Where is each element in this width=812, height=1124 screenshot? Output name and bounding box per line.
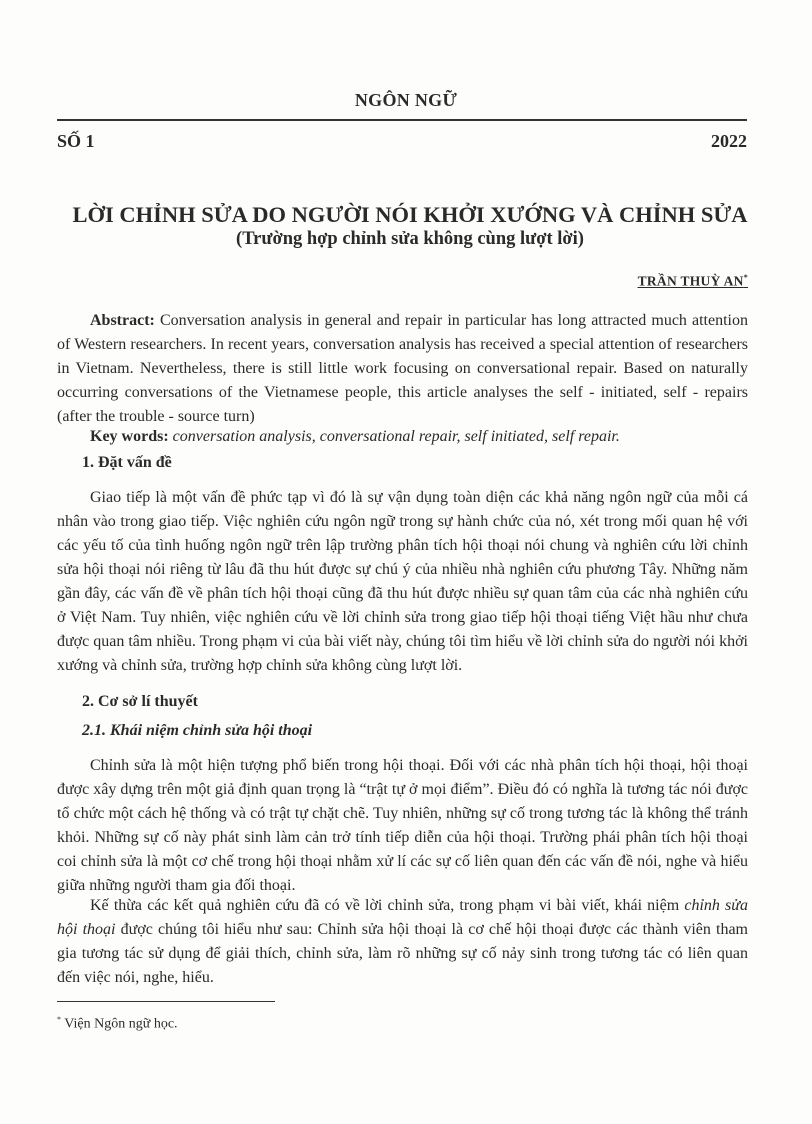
section-2-1-heading: 2.1. Khái niệm chỉnh sửa hội thoại: [82, 722, 313, 739]
keywords-label: Key words:: [90, 428, 169, 445]
author: [638, 273, 748, 290]
paragraph-text: Kế thừa các kết quả nghiên cứu đã có về lời chỉnh sửa, trong phạm vi bài viết, khái niệm: [90, 897, 685, 914]
paragraph-text: Giao tiếp là một vấn đề phức tạp vì đó là sự vận dụng toàn diện các khả năng ngôn ngữ của mỗi cá nhân vào trong giao tiếp. Việc nghiên cứu ngôn ngữ trong sự hành chức của nó, xét trong mối quan hệ với các yếu tố của tình huống ngôn ngữ trên lập trường phân tích hội thoại nói chung và nghiên cứu lời chỉnh sửa hội thoại nói riêng từ lâu đã thu hút được sự chú ý của nhiều nhà nghiên cứu phương Tây. Những năm gần đây, các vấn đề về phân tích hội thoại cũng đã thu hút được nhiều sự quan tâm của các nhà nghiên cứu ở Việt Nam. Tuy nhiên, việc nghiên cứu về lời chỉnh sửa trong giao tiếp hội thoại tiếng Việt hầu như chưa được quan tâm nhiều. Trong phạm vi của bài viết này, chúng tôi tìm hiểu về lời chỉnh sửa do người nói khởi xướng và chỉnh sửa, trường hợp chỉnh sửa không cùng lượt lời.: [57, 489, 748, 674]
abstract-text: Conversation analysis in general and repair in particular has long attracted much attention of Western researchers. In recent years, conversation analysis has received a special attention of researchers in Vietnam. Nevertheless, there is still little work focusing on conversational repair. Based on naturally occurring conversations of the Vietnamese people, this article analyses the self - initiated, self - repairs (after the trouble - source turn): [57, 312, 748, 425]
section-1-heading: 1. Đặt vấn đề: [82, 454, 172, 471]
header-rule: [57, 119, 747, 121]
author-name: TRẦN THUỲ AN: [637, 273, 744, 289]
section-2-paragraph-2: [57, 894, 748, 990]
section-1-paragraph: [57, 486, 748, 678]
journal-name: NGÔN NGỮ: [354, 90, 458, 110]
footnote-mark: *: [57, 1015, 61, 1024]
issue-number: SỐ 1: [57, 131, 95, 151]
keywords: [57, 425, 748, 449]
issue-year: 2022: [711, 131, 747, 151]
paragraph-text: được chúng tôi hiểu như sau: Chỉnh sửa hội thoại là cơ chế hội thoại được các thành viên tham gia tương tác sử dụng để giải thích, chỉnh sửa, làm rõ những sự cố nảy sinh trong tương tác có liên quan đến việc nói, nghe, hiểu.: [57, 921, 748, 986]
paragraph-text: Chỉnh sửa là một hiện tượng phổ biến trong hội thoại. Đối với các nhà phân tích hội thoại, hội thoại được xây dựng trên một giả định quan trọng là “trật tự ở mọi điểm”. Điều đó có nghĩa là tương tác nói được tổ chức một cách hệ thống và có trật tự chặt chẽ. Tuy nhiên, những sự cố trong tương tác là không thể tránh khỏi. Những sự cố này phát sinh làm cản trở tính tiếp diễn của hội thoại. Trường phái phân tích hội thoại coi chỉnh sửa là một cơ chế trong hội thoại nhằm xử lí các sự cố liên quan đến các vấn đề nói, nghe và hiểu giữa những người tham gia đối thoại.: [57, 757, 748, 894]
keywords-text: conversation analysis, conversational repair, self initiated, self repair.: [168, 428, 620, 445]
section-2-paragraph-1: [57, 754, 748, 898]
section-2-heading: 2. Cơ sở lí thuyết: [82, 693, 198, 710]
abstract: [57, 309, 748, 429]
article-title: LỜI CHỈNH SỬA DO NGƯỜI NÓI KHỞI XƯỚNG VÀ CHỈNH SỬA: [72, 202, 748, 227]
article-subtitle: (Trường hợp chỉnh sửa không cùng lượt lời): [236, 229, 584, 249]
footnote-rule: [57, 1001, 275, 1002]
abstract-label: Abstract:: [90, 312, 155, 329]
footnote: [57, 1015, 178, 1033]
footnote-text: Viện Ngôn ngữ học.: [61, 1016, 178, 1032]
emphasized-term: chỉnh sửa hội thoại: [57, 897, 749, 938]
author-footnote-mark: *: [743, 273, 748, 282]
